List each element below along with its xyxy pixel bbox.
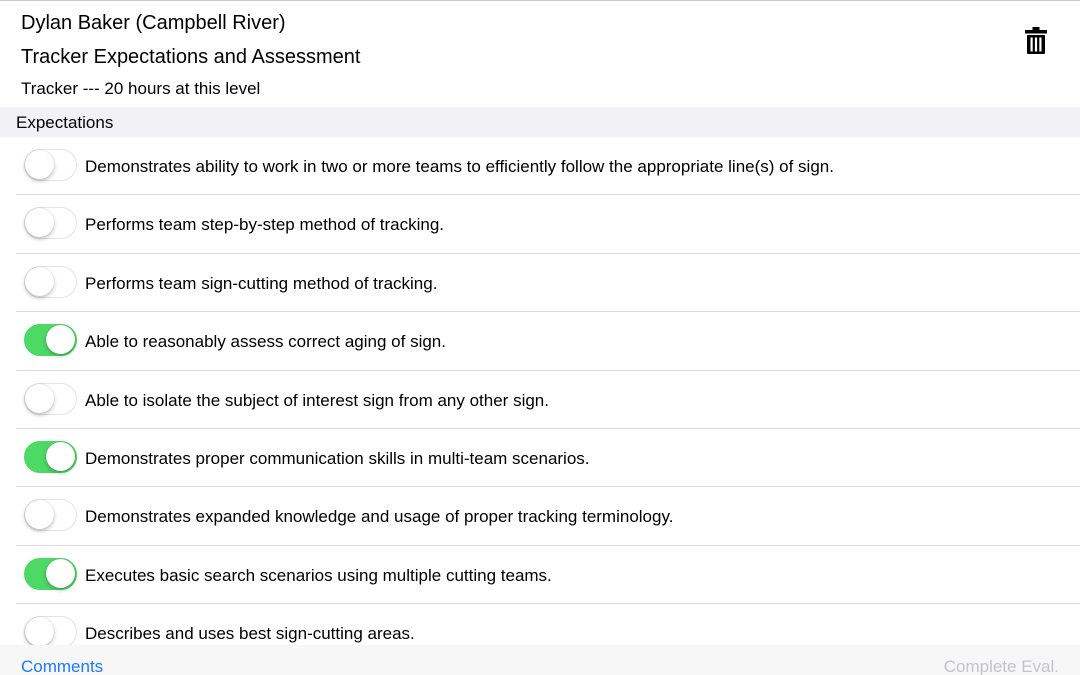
expectation-label: Describes and uses best sign-cutting areas.	[85, 624, 415, 644]
expectation-row	[0, 312, 1080, 370]
toggle-knob	[25, 617, 54, 645]
comments-button[interactable]: Comments	[21, 657, 104, 675]
trash-icon	[1025, 27, 1047, 54]
header	[0, 1, 1080, 107]
expectation-toggle[interactable]	[24, 149, 77, 181]
toggle-knob	[25, 500, 54, 529]
expectation-toggle[interactable]	[24, 441, 77, 473]
expectation-label: Performs team step-by-step method of tracking.	[85, 215, 445, 235]
expectation-row	[0, 137, 1080, 195]
toggle-knob	[46, 559, 75, 588]
expectation-row	[0, 487, 1080, 545]
expectation-label: Able to reasonably assess correct aging of sign.	[85, 332, 446, 352]
expectation-row	[0, 195, 1080, 253]
toggle-knob	[46, 325, 75, 354]
expectation-toggle[interactable]	[24, 616, 77, 645]
expectation-row	[0, 371, 1080, 429]
form-title: Tracker Expectations and Assessment	[21, 46, 361, 68]
expectation-row	[0, 429, 1080, 487]
expectation-label: Demonstrates ability to work in two or more teams to efficiently follow the appropriate line(s) of sign.	[85, 157, 834, 176]
level-info: Tracker --- 20 hours at this level	[21, 79, 261, 98]
toggle-knob	[25, 208, 54, 237]
expectation-label: Demonstrates proper communication skills in multi-team scenarios.	[85, 448, 590, 468]
section-header	[0, 107, 1080, 137]
expectation-row	[0, 546, 1080, 604]
toggle-knob	[25, 267, 54, 296]
expectation-label: Demonstrates expanded knowledge and usage of proper tracking terminology.	[85, 507, 674, 527]
section-title: Expectations	[16, 113, 114, 132]
toggle-knob	[46, 442, 75, 471]
expectations-list[interactable]	[0, 137, 1080, 645]
expectation-row	[0, 254, 1080, 312]
student-name: Dylan Baker (Campbell River)	[21, 12, 286, 34]
footer-toolbar	[0, 645, 1080, 675]
expectation-label: Able to isolate the subject of interest sign from any other sign.	[85, 390, 549, 410]
toggle-knob	[25, 150, 54, 179]
expectation-toggle[interactable]	[24, 558, 77, 590]
expectation-row	[0, 604, 1080, 645]
toggle-knob	[25, 384, 54, 413]
complete-eval-button[interactable]: Complete Eval.	[943, 657, 1059, 675]
expectation-toggle[interactable]	[24, 266, 77, 298]
expectation-toggle[interactable]	[24, 499, 77, 531]
expectation-label: Executes basic search scenarios using multiple cutting teams.	[85, 565, 552, 585]
expectation-toggle[interactable]	[24, 383, 77, 415]
delete-button[interactable]	[1020, 23, 1052, 57]
expectation-toggle[interactable]	[24, 207, 77, 239]
expectation-label: Performs team sign-cutting method of tracking.	[85, 273, 438, 293]
expectation-toggle[interactable]	[24, 324, 77, 356]
